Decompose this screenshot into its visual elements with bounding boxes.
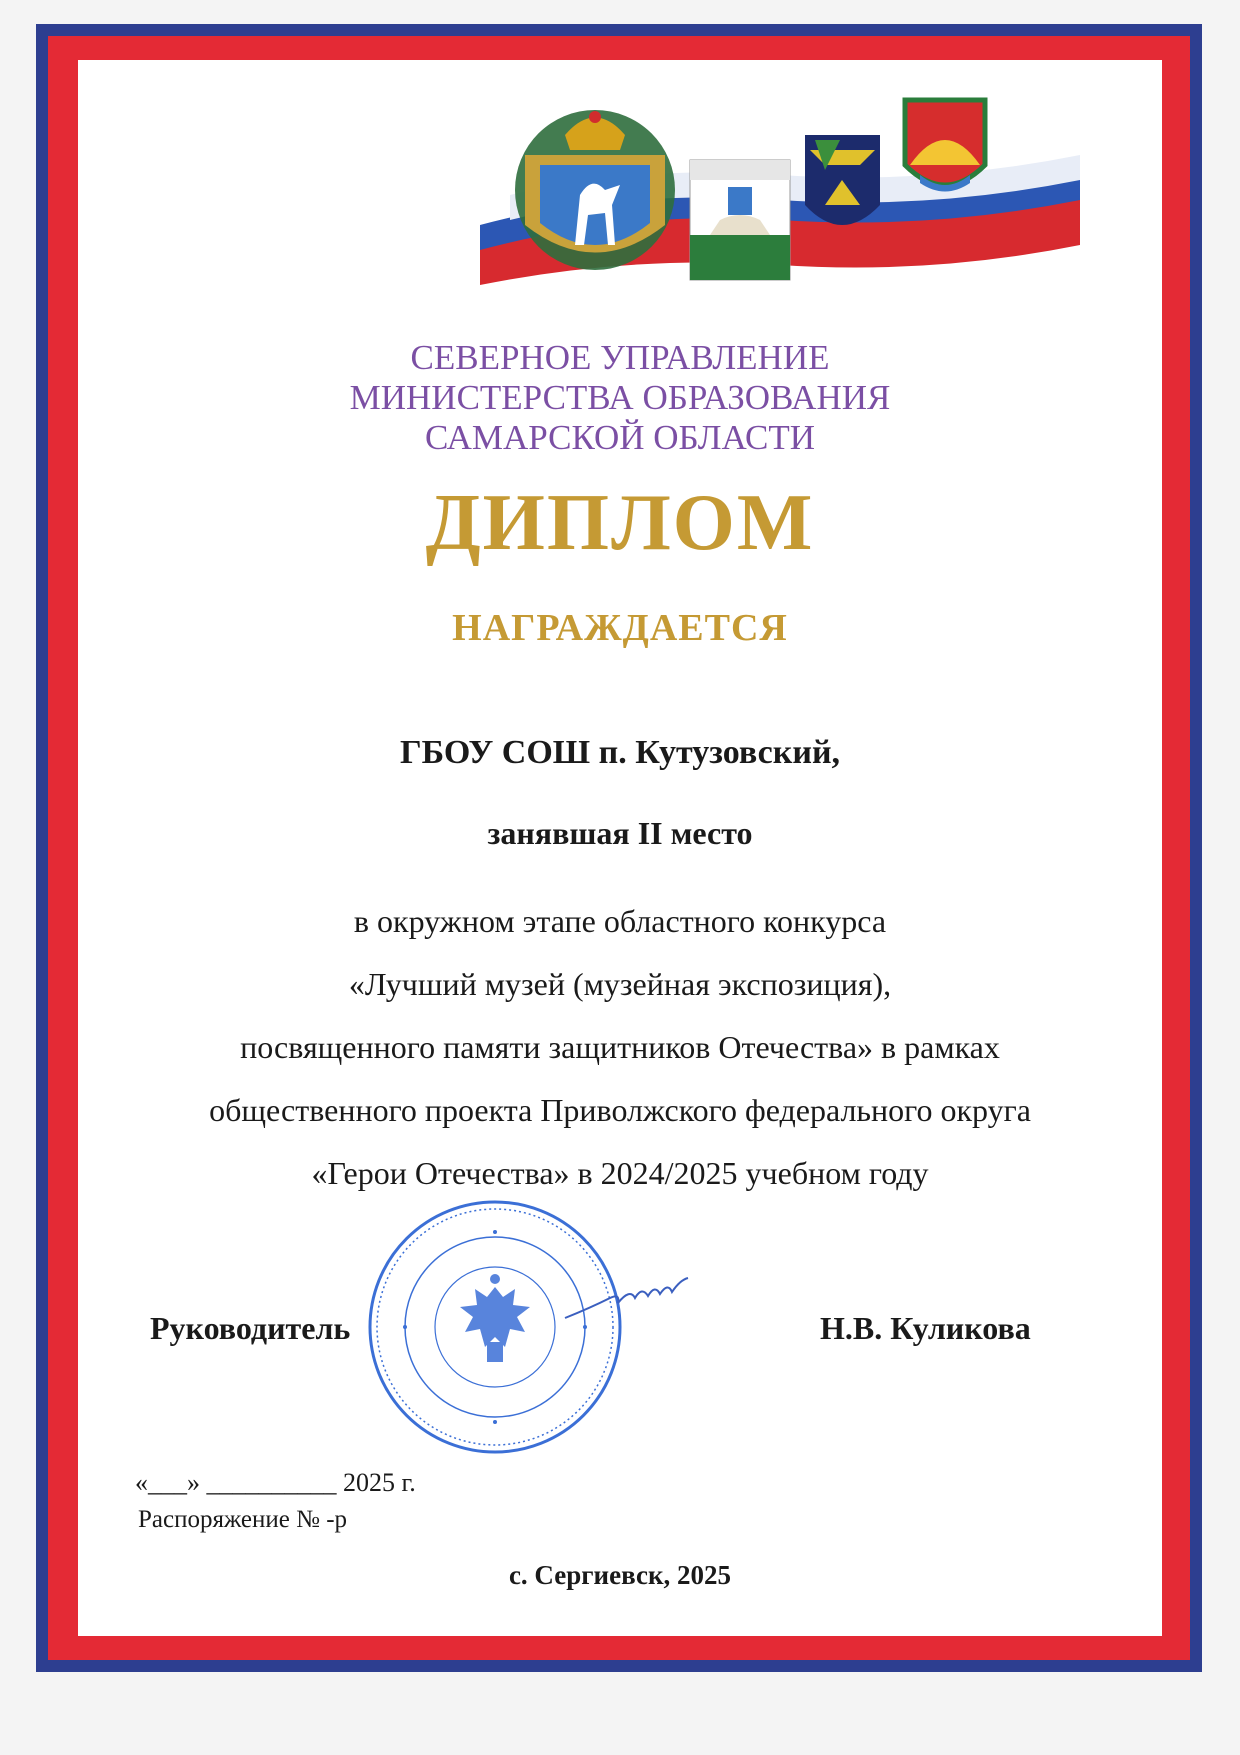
- description-line-5: «Герои Отечества» в 2024/2025 учебном году: [311, 1155, 929, 1191]
- description-line-3: посвященного памяти защитников Отечества» в рамках: [240, 1029, 1000, 1065]
- northern-district-coat-of-arms-icon: [805, 135, 880, 225]
- description-line-4: общественного проекта Приволжского федерального округа: [209, 1092, 1031, 1128]
- signer-title: Руководитель: [150, 1310, 351, 1346]
- samara-region-coat-of-arms-icon: [515, 110, 675, 270]
- diploma-title: ДИПЛОМ: [425, 479, 815, 567]
- signer-name: Н.В. Куликова: [820, 1310, 1031, 1346]
- awarded-label: НАГРАЖДАЕТСЯ: [452, 607, 788, 649]
- order-number-line: Распоряжение № -р: [138, 1506, 348, 1533]
- signature-scribble: [560, 1268, 690, 1328]
- description-line-2: «Лучший музей (музейная экспозиция),: [348, 966, 892, 1002]
- ministry-line-2: МИНИСТЕРСТВА ОБРАЗОВАНИЯ: [349, 378, 891, 417]
- recipient-name: ГБОУ СОШ п. Кутузовский,: [399, 734, 841, 771]
- ministry-line-3: САМАРСКОЙ ОБЛАСТИ: [424, 418, 816, 457]
- place-text: занявшая II место: [487, 815, 753, 851]
- description-line-1: в окружном этапе областного конкурса: [353, 903, 887, 939]
- issue-date-line: «___» __________ 2025 г.: [135, 1468, 416, 1497]
- ministry-line-1: СЕВЕРНОЕ УПРАВЛЕНИЕ: [410, 338, 830, 377]
- emblems-group: [480, 95, 1080, 295]
- samara-region-flag-icon: [690, 160, 790, 280]
- city-year-line: с. Сергиевск, 2025: [508, 1560, 732, 1590]
- sergievsk-coat-of-arms-icon: [905, 100, 985, 192]
